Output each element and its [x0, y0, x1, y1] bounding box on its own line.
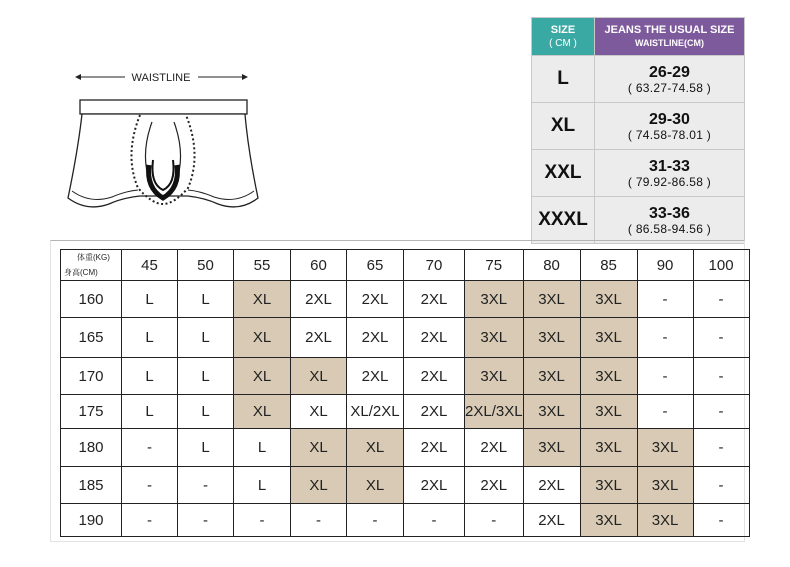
size-cell: XL — [234, 281, 291, 318]
size-header — [532, 18, 595, 56]
size-cell: 2XL — [404, 318, 465, 358]
size-cell: XL — [234, 395, 291, 429]
size-cell: 2XL — [523, 467, 580, 504]
size-cell: - — [347, 504, 404, 537]
size-cell: XL — [234, 318, 291, 358]
underwear-diagram — [60, 60, 280, 240]
waist-range — [595, 197, 745, 244]
jeans-size-range: 26-29 — [649, 63, 690, 81]
height-cell: 185 — [61, 467, 122, 504]
weight-header-cell: 85 — [580, 250, 637, 281]
size-cell: XL — [291, 429, 347, 467]
size-cell: 3XL — [465, 358, 524, 395]
height-axis-label: 身高(CM) — [64, 268, 98, 277]
jeans-size-range: 29-30 — [649, 110, 690, 128]
size-cell: L — [178, 318, 234, 358]
waistline-cm: ( 74.58-78.01 ) — [627, 127, 712, 142]
size-cell: - — [637, 358, 693, 395]
size-cell: L — [234, 467, 291, 504]
size-cell: - — [465, 504, 524, 537]
weight-header-cell: 50 — [178, 250, 234, 281]
size-cell: 2XL — [404, 358, 465, 395]
weight-header-cell: 65 — [347, 250, 404, 281]
size-cell: 3XL — [580, 395, 637, 429]
size-cell: 2XL — [291, 281, 347, 318]
size-table — [531, 17, 745, 244]
size-cell: - — [693, 467, 749, 504]
size-cell: 3XL — [465, 281, 524, 318]
size-cell: L — [178, 395, 234, 429]
size-cell: L — [122, 395, 178, 429]
waistband — [80, 100, 247, 114]
height-cell: 160 — [61, 281, 122, 318]
size-cell: 2XL — [347, 318, 404, 358]
size-cell: 3XL — [523, 429, 580, 467]
waist-range — [595, 103, 745, 150]
waistline-cm: ( 86.58-94.56 ) — [627, 221, 712, 236]
size-cell: - — [693, 504, 749, 537]
size-cell: 2XL — [404, 467, 465, 504]
size-value: XL — [532, 103, 595, 150]
size-value: XXXL — [532, 197, 595, 244]
size-row — [532, 103, 745, 150]
size-cell: XL — [291, 358, 347, 395]
size-cell: 2XL — [347, 281, 404, 318]
weight-header-cell: 70 — [404, 250, 465, 281]
size-cell: L — [234, 429, 291, 467]
size-cell: 3XL — [523, 281, 580, 318]
size-cell: 3XL — [580, 504, 637, 537]
size-value: XXL — [532, 150, 595, 197]
size-cell: 2XL — [404, 281, 465, 318]
size-row — [532, 56, 745, 103]
size-cell: 2XL — [523, 504, 580, 537]
size-cell: 2XL — [465, 467, 524, 504]
size-cell: 2XL — [291, 318, 347, 358]
chart-row — [61, 395, 750, 429]
weight-header-cell: 60 — [291, 250, 347, 281]
weight-axis-label: 体重(KG) — [77, 253, 110, 262]
size-cell: 3XL — [580, 318, 637, 358]
size-cell: - — [693, 429, 749, 467]
size-cell: 2XL/3XL — [465, 395, 524, 429]
jeans-header-unit: WAISTLINE(CM) — [635, 37, 704, 48]
size-cell: 3XL — [580, 281, 637, 318]
size-cell: 2XL — [465, 429, 524, 467]
size-cell: XL — [291, 467, 347, 504]
size-cell: - — [693, 395, 749, 429]
weight-header-cell: 100 — [693, 250, 749, 281]
height-cell: 165 — [61, 318, 122, 358]
size-cell: L — [178, 281, 234, 318]
jeans-size-range: 33-36 — [649, 204, 690, 222]
size-cell: 3XL — [580, 358, 637, 395]
waist-range — [595, 150, 745, 197]
waistline-cm: ( 63.27-74.58 ) — [627, 80, 712, 95]
chart-row — [61, 504, 750, 537]
height-cell: 170 — [61, 358, 122, 395]
size-cell: L — [122, 281, 178, 318]
size-cell: 3XL — [637, 467, 693, 504]
chart-row — [61, 281, 750, 318]
size-cell: 2XL — [404, 429, 465, 467]
jeans-header — [595, 18, 745, 56]
size-header-label: SIZE — [550, 23, 576, 36]
size-cell: XL — [291, 395, 347, 429]
size-cell: XL/2XL — [347, 395, 404, 429]
size-row — [532, 150, 745, 197]
size-cell: XL — [234, 358, 291, 395]
weight-height-size-chart — [60, 249, 750, 537]
chart-row — [61, 318, 750, 358]
size-cell: 3XL — [523, 395, 580, 429]
size-cell: L — [178, 358, 234, 395]
size-cell: - — [693, 281, 749, 318]
size-cell: - — [178, 467, 234, 504]
chart-row — [61, 429, 750, 467]
weight-header-cell: 75 — [465, 250, 524, 281]
corner-cell — [61, 250, 122, 281]
size-cell: - — [234, 504, 291, 537]
size-cell: - — [637, 281, 693, 318]
size-cell: L — [122, 358, 178, 395]
size-cell: - — [122, 504, 178, 537]
size-cell: L — [178, 429, 234, 467]
size-header-unit: ( CM ) — [549, 37, 577, 49]
size-cell: - — [404, 504, 465, 537]
size-cell: - — [693, 318, 749, 358]
weight-header-cell: 55 — [234, 250, 291, 281]
chart-row — [61, 358, 750, 395]
size-cell: 3XL — [580, 467, 637, 504]
weight-header-cell: 45 — [122, 250, 178, 281]
weight-header-cell: 90 — [637, 250, 693, 281]
size-cell: - — [122, 429, 178, 467]
waistline-label: WAISTLINE — [131, 72, 191, 84]
height-cell: 190 — [61, 504, 122, 537]
size-cell: 3XL — [523, 358, 580, 395]
chart-row — [61, 467, 750, 504]
size-cell: - — [637, 318, 693, 358]
waist-range — [595, 56, 745, 103]
size-cell: 3XL — [637, 504, 693, 537]
size-cell: 3XL — [523, 318, 580, 358]
size-cell: 3XL — [580, 429, 637, 467]
size-cell: - — [637, 395, 693, 429]
size-cell: - — [122, 467, 178, 504]
jeans-header-label: JEANS THE USUAL SIZE — [604, 23, 735, 36]
size-cell: XL — [347, 429, 404, 467]
height-cell: 180 — [61, 429, 122, 467]
size-cell: - — [178, 504, 234, 537]
size-cell: L — [122, 318, 178, 358]
size-cell: 3XL — [465, 318, 524, 358]
chart-header-row — [61, 250, 750, 281]
underwear-body — [68, 114, 258, 207]
size-cell: XL — [347, 467, 404, 504]
size-value: L — [532, 56, 595, 103]
jeans-size-range: 31-33 — [649, 157, 690, 175]
size-cell: 2XL — [347, 358, 404, 395]
waistline-cm: ( 79.92-86.58 ) — [627, 174, 712, 189]
size-cell: 3XL — [637, 429, 693, 467]
weight-header-cell: 80 — [523, 250, 580, 281]
size-cell: - — [693, 358, 749, 395]
waistline-arrow — [75, 72, 248, 84]
size-row — [532, 197, 745, 244]
height-cell: 175 — [61, 395, 122, 429]
size-cell: - — [291, 504, 347, 537]
size-cell: 2XL — [404, 395, 465, 429]
